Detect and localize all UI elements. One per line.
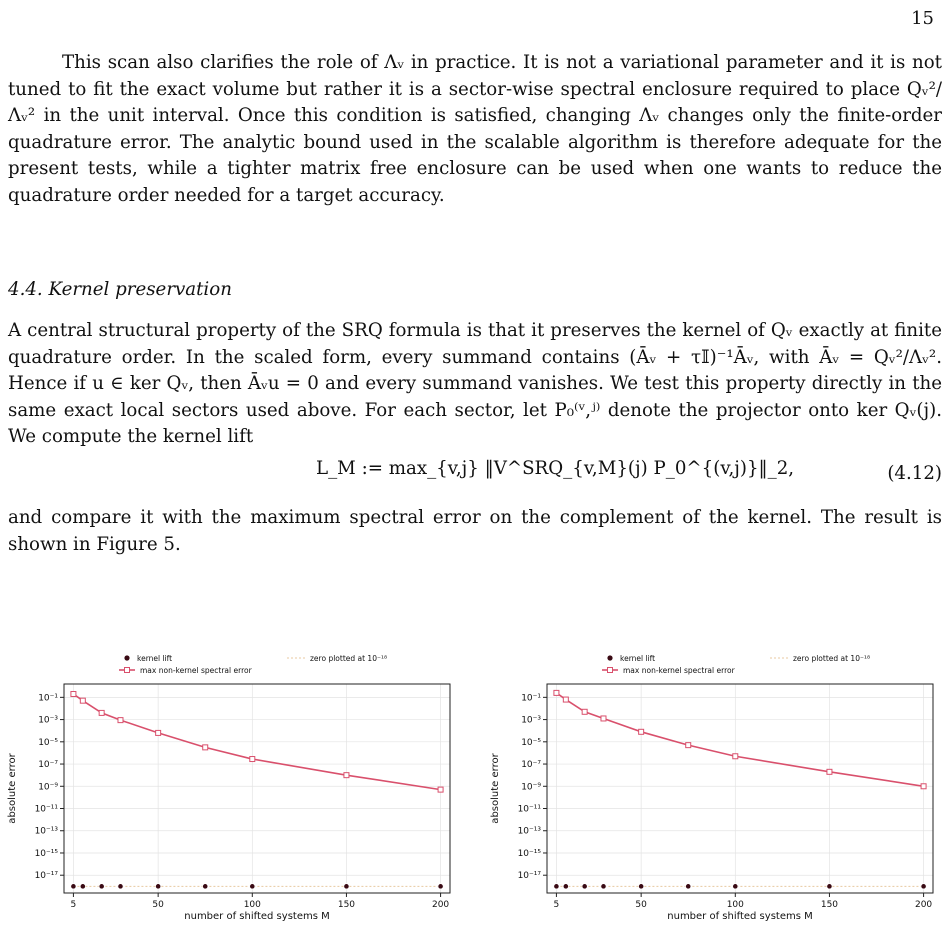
y-tick-label: 10⁻¹¹ (34, 804, 58, 815)
error-series-point (827, 769, 832, 774)
error-series-point (733, 754, 738, 759)
chart-right-svg (485, 640, 950, 933)
legend-error-marker (125, 668, 130, 673)
legend-kernel-label: kernel lift (620, 654, 656, 663)
kernel-lift-point (344, 884, 349, 889)
legend-error-marker (608, 668, 613, 673)
kernel-lift-point (118, 884, 123, 889)
y-tick-label: 10⁻⁷ (521, 760, 541, 771)
x-axis-label: number of shifted systems M (667, 911, 813, 922)
kernel-lift-point (203, 884, 208, 889)
error-series-point (156, 730, 161, 735)
legend-error-label: max non-kernel spectral error (140, 666, 252, 675)
y-tick-label: 10⁻¹⁵ (34, 848, 58, 859)
error-series-point (71, 692, 76, 697)
kernel-lift-point (921, 884, 926, 889)
y-tick-label: 10⁻⁹ (38, 782, 58, 793)
error-series-point (582, 709, 587, 714)
error-series-point (203, 745, 208, 750)
y-tick-label: 10⁻⁷ (38, 760, 58, 771)
equation-4-12 (0, 458, 950, 496)
y-axis-label: absolute error (490, 753, 501, 824)
kernel-lift-point (156, 884, 161, 889)
kernel-lift-point (686, 884, 691, 889)
chart-left-svg (2, 640, 467, 933)
x-axis-label: number of shifted systems M (184, 911, 330, 922)
kernel-lift-point (733, 884, 738, 889)
x-tick-label: 100 (243, 900, 261, 910)
x-tick-label: 150 (337, 900, 356, 910)
kernel-lift-point (827, 884, 832, 889)
x-tick-label: 50 (152, 900, 164, 910)
x-tick-label: 50 (635, 900, 647, 910)
y-tick-label: 10⁻¹¹ (517, 804, 541, 815)
legend-zero-label: zero plotted at 10⁻¹⁸ (310, 654, 387, 663)
y-tick-label: 10⁻¹³ (34, 826, 58, 837)
y-tick-label: 10⁻³ (38, 715, 58, 726)
y-tick-label: 10⁻¹⁷ (517, 871, 541, 882)
y-tick-label: 10⁻¹ (38, 693, 58, 704)
kernel-lift-point (563, 884, 568, 889)
kernel-lift-point (554, 884, 559, 889)
kernel-lift-point (80, 884, 85, 889)
error-series-line (556, 693, 923, 786)
legend-error-label: max non-kernel spectral error (623, 666, 735, 675)
kernel-lift-point (71, 884, 76, 889)
kernel-lift-point (250, 884, 255, 889)
y-tick-label: 10⁻¹ (521, 693, 541, 704)
error-series-point (563, 697, 568, 702)
figure-left (2, 640, 467, 933)
error-series-point (639, 729, 644, 734)
paragraph-kernel-property: A central structural property of the SRQ formula is that it preserves the kernel of Qᵥ exactly at finite quadrature order. In the scaled form, every summand contains (Āᵥ + τ𝕀)⁻¹Āᵥ, with Āᵥ = Qᵥ²/Λᵥ². Hence if u ∈ ker Qᵥ, then Āᵥu = 0 and every summand vanishes. We test this property directly in the same exact local sectors used above. For each sector, let P₀⁽ᵛ,ʲ⁾ denote the projector onto ker Qᵥ(j). We compute the kernel lift (8, 320, 942, 447)
error-series-point (921, 784, 926, 789)
x-tick-label: 100 (726, 900, 744, 910)
figure-right (485, 640, 950, 933)
y-tick-label: 10⁻⁵ (521, 737, 541, 748)
y-tick-label: 10⁻¹⁵ (517, 848, 541, 859)
x-tick-label: 5 (70, 900, 77, 910)
equation-body: L_M := max_{v,j} ‖V^SRQ_{v,M}(j) P_0^{(v,j)}‖_2, (316, 458, 795, 479)
error-series-point (554, 690, 559, 695)
error-series-point (601, 716, 606, 721)
y-tick-label: 10⁻⁹ (521, 782, 541, 793)
error-series-point (250, 757, 255, 762)
error-series-point (99, 710, 104, 715)
plot-frame (547, 684, 933, 893)
error-series-point (438, 787, 443, 792)
y-tick-label: 10⁻¹⁷ (34, 871, 58, 882)
kernel-lift-point (639, 884, 644, 889)
legend-kernel-marker (124, 655, 129, 660)
paragraph-lambda-role: This scan also clarifies the role of Λᵥ in practice. It is not a variational parameter and it is not tuned to fit the exact volume but rather it is a sector-wise spectral enclosure required to place Qᵥ²/Λᵥ² in the unit interval. Once this condition is satisfied, changing Λᵥ changes only the finite-order quadrature error. The analytic bound used in the scalable algorithm is therefore adequate for the present tests, while a tighter matrix free enclosure can be used when one wants to reduce the quadrature order needed for a target accuracy. (8, 52, 942, 206)
kernel-lift-point (438, 884, 443, 889)
x-tick-label: 5 (553, 900, 560, 910)
kernel-lift-point (582, 884, 587, 889)
kernel-lift-point (99, 884, 104, 889)
y-tick-label: 10⁻⁵ (38, 737, 58, 748)
y-tick-label: 10⁻³ (521, 715, 541, 726)
legend-kernel-marker (607, 655, 612, 660)
x-tick-label: 200 (431, 900, 450, 910)
error-series-point (80, 698, 85, 703)
paragraph-figure-reference: and compare it with the maximum spectral error on the complement of the kernel. The result is shown in Figure 5. (8, 507, 942, 555)
error-series-point (344, 773, 349, 778)
section-heading: 4.4. Kernel preservation (8, 279, 232, 300)
error-series-point (118, 718, 123, 723)
y-tick-label: 10⁻¹³ (517, 826, 541, 837)
page-number: 15 (911, 8, 934, 29)
legend-zero-label: zero plotted at 10⁻¹⁸ (793, 654, 870, 663)
kernel-lift-point (601, 884, 606, 889)
error-series-point (686, 743, 691, 748)
plot-frame (64, 684, 450, 893)
legend-kernel-label: kernel lift (137, 654, 173, 663)
x-tick-label: 200 (914, 900, 933, 910)
x-tick-label: 150 (820, 900, 839, 910)
y-axis-label: absolute error (7, 753, 18, 824)
equation-number: (4.12) (887, 463, 942, 484)
